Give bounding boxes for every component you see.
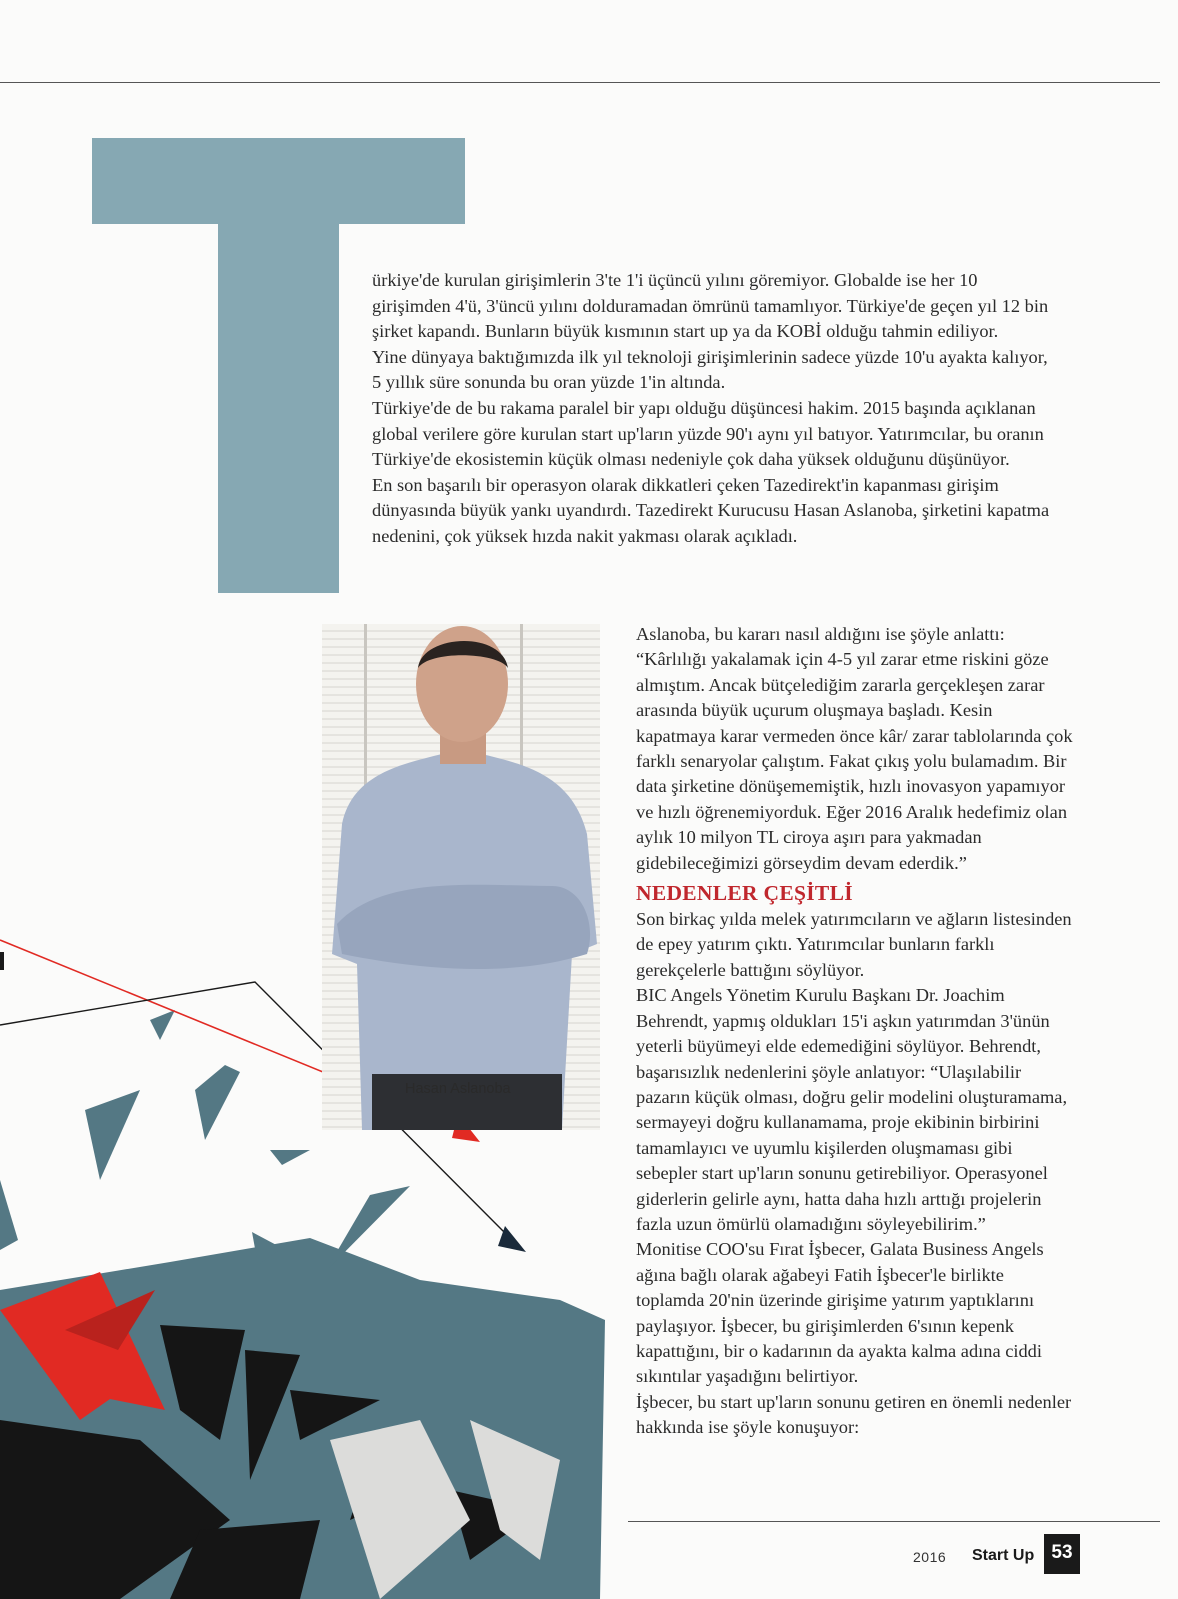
magazine-name: Start Up	[972, 1547, 1035, 1564]
edge-mark	[0, 952, 4, 970]
paragraph: En son başarılı bir operasyon olarak dikkatleri çeken Tazedirekt'in kapanması girişim dünyasında büyük yankı uyandırdı. Tazedirekt Kurucusu Hasan Aslanoba, şirketini kapatma nedenini, çok yüksek hızda nakit yakması olarak açıkladı.	[372, 474, 1050, 546]
paragraph: ürkiye'de kurulan girişimlerin 3'te 1'i üçüncü yılını göremiyor. Globalde ise her 10 girişimden 4'ü, 3'üncü yılını dolduramadan ömrünü tamamlıyor. Türkiye'de geçen yıl 12 bin şirket kapandı. Bunların büyük kısmının start up ya da KOBİ olduğu tahmin ediliyor.	[372, 270, 1049, 342]
paragraph: Türkiye'de de bu rakama paralel bir yapı olduğu düşüncesi hakim. 2015 başında açıklanan global verilere göre kurulan start up'ların yüzde 90'ı aynı yıl batıyor. Yatırımcılar, bu oranın Türkiye'de ekosistemin küçük olması nedeniyle çok daha yüksek olduğunu düşünüyor.	[372, 397, 1044, 470]
shard	[85, 1090, 140, 1180]
section-subheading: NEDENLER ÇEŞİTLİ	[636, 881, 853, 906]
shard	[150, 1010, 175, 1040]
paragraph: BIC Angels Yönetim Kurulu Başkanı Dr. Joachim Behrendt, yapmış oldukları 15'i aşkın yatırımdan 3'ünün yeterli büyümeyi elde edemediğini söylüyor. Behrendt, başarısızlık nedenlerini şöyle anlatıyor: “Ulaşılabilir pazarın küçük olması, doğru gelir modelini oluşturamama, sermayeyi doğru kullanamama, proje ekibinin birbirini tamamlayıcı ve uyumlu kişilerden oluşmaması gibi sebepler start up'ların sonunu getirebiliyor. Operasyonel giderlerin gelirle aynı, hatta daha hızlı arttığı projelerin fazla uzun ömürlü olamadığını söyleyebilirim.”	[636, 985, 1068, 1234]
drop-cap-stem	[218, 224, 339, 593]
shard	[0, 1180, 18, 1250]
drop-cap-bar	[92, 138, 465, 224]
portrait-photo	[322, 624, 600, 1130]
shard	[195, 1065, 240, 1140]
paragraph: Monitise COO'su Fırat İşbecer, Galata Business Angels ağına bağlı olarak ağabeyi Fatih İşbecer'le birlikte toplamda 20'nin üzerinde girişime yatırım yaptıklarını paylaşıyor. İşbecer, bu girişimlerden 6'sının kepenk kapattığını, bir o kadarının da ayakta kalma adına ciddi sıkıntılar yaşadığını belirtiyor.	[636, 1239, 1044, 1387]
footer-rule	[628, 1521, 1160, 1522]
page-number: 53	[1051, 1542, 1073, 1563]
paragraph: Son birkaç yılda melek yatırımcıların ve ağların listesinden de epey yatırım çıktı. Yatırımcılar bunların farklı gerekçelerle battığını söylüyor.	[636, 909, 1072, 980]
footer-year: 2016	[913, 1549, 947, 1565]
paragraph: Aslanoba, bu kararı nasıl aldığını ise şöyle anlattı: “Kârlılığı yakalamak için 4-5 yıl zarar etme riskini göze almıştım. Ancak bütçelediğim zararla gerçekleşen zarar arasında büyük uçurum oluşmaya başladı. Kesin kapatmaya karar vermeden önce kâr/ zarar tablolarında çok farklı senaryolar çalıştım. Fakat çıkış yolu bulamadım. Bir data şirketine dönüşememiştik, hızlı inovasyon yapamıyor ve hızlı öğrenemiyorduk. Eğer 2016 Aralık hedefimiz olan aylık 10 milyon TL ciroya aşırı para yakmadan gidebileceğimizi görseydim devam ederdik.”	[636, 624, 1073, 873]
shard	[325, 1186, 410, 1272]
person-figure	[322, 624, 600, 1130]
page-number-box	[1044, 1534, 1080, 1574]
paragraph: Yine dünyaya baktığımızda ilk yıl teknoloji girişimlerinin sadece yüzde 10'u ayakta kalıyor, 5 yıllık süre sonunda bu oran yüzde 1'in altında.	[372, 346, 1048, 393]
intro-text	[372, 268, 1058, 550]
main-column	[636, 622, 1076, 1441]
shard	[270, 1150, 310, 1165]
paragraph: İşbecer, bu start up'ların sonunu getiren en önemli nedenler hakkında ise şöyle konuşuyor:	[636, 1391, 1072, 1438]
photo-caption: Hasan Aslanoba	[405, 1081, 511, 1097]
